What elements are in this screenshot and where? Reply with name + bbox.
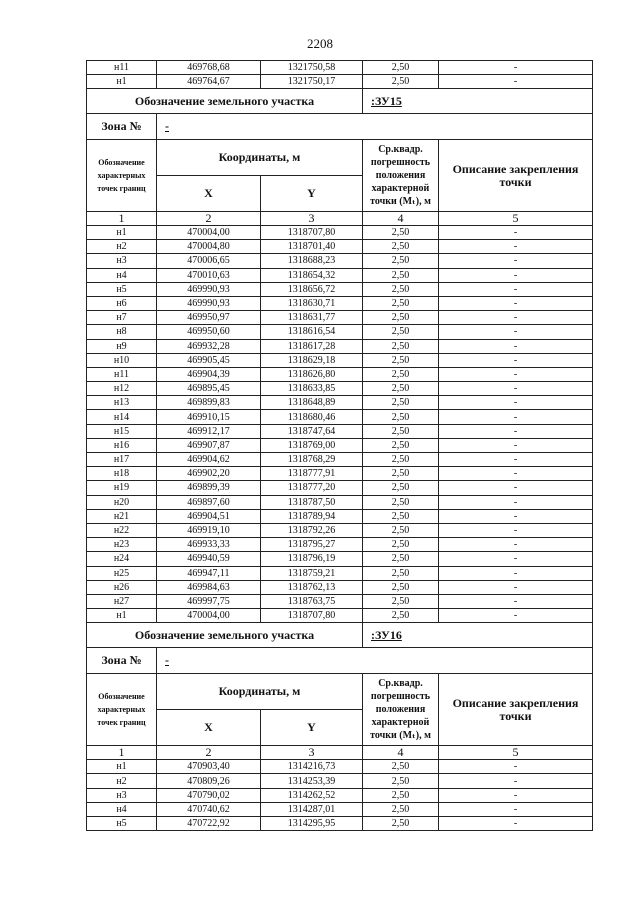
parcel-title-row (87, 623, 593, 648)
x-coordinate-cell: 470903,40 (157, 760, 261, 774)
point-name-cell: н17 (87, 453, 157, 467)
table-row (87, 817, 593, 831)
table-row (87, 453, 593, 467)
coordinates-header: Координаты, м (157, 140, 363, 176)
error-header: Ср.квадр. погрешность положения характерной точки (Mₜ), м (363, 140, 439, 212)
description-cell: - (439, 538, 593, 552)
description-cell: - (439, 552, 593, 566)
description-cell: - (439, 580, 593, 594)
x-coordinate-cell: 469919,10 (157, 523, 261, 537)
column-number-cell: 4 (363, 212, 439, 226)
x-coordinate-cell: 469895,45 (157, 382, 261, 396)
point-name-cell: н16 (87, 438, 157, 452)
error-cell: 2,50 (363, 226, 439, 240)
error-cell: 2,50 (363, 339, 439, 353)
zone-value: - (157, 114, 593, 140)
table-row (87, 240, 593, 254)
description-cell: - (439, 296, 593, 310)
x-coordinate-cell: 469768,68 (157, 61, 261, 75)
y-header: Y (261, 176, 363, 212)
description-cell: - (439, 523, 593, 537)
point-name-cell: н26 (87, 580, 157, 594)
y-coordinate-cell: 1318768,29 (261, 453, 363, 467)
table-row (87, 802, 593, 816)
x-coordinate-cell: 469899,39 (157, 481, 261, 495)
zone-label: Зона № (87, 114, 157, 140)
description-cell: - (439, 75, 593, 89)
parcel-title-label: Обозначение земельного участка (87, 89, 363, 114)
point-name-cell: н14 (87, 410, 157, 424)
y-coordinate-cell: 1318707,80 (261, 609, 363, 623)
error-cell: 2,50 (363, 774, 439, 788)
error-cell: 2,50 (363, 61, 439, 75)
point-name-cell: н2 (87, 774, 157, 788)
x-coordinate-cell: 469950,97 (157, 311, 261, 325)
y-coordinate-cell: 1321750,58 (261, 61, 363, 75)
column-number-cell: 5 (439, 212, 593, 226)
x-coordinate-cell: 469950,60 (157, 325, 261, 339)
error-cell: 2,50 (363, 788, 439, 802)
table-row (87, 268, 593, 282)
y-coordinate-cell: 1318656,72 (261, 282, 363, 296)
point-name-cell: н13 (87, 396, 157, 410)
table-row (87, 424, 593, 438)
table-row (87, 594, 593, 608)
error-cell: 2,50 (363, 268, 439, 282)
error-cell: 2,50 (363, 609, 439, 623)
error-cell: 2,50 (363, 438, 439, 452)
point-name-cell: н21 (87, 509, 157, 523)
y-coordinate-cell: 1318777,20 (261, 481, 363, 495)
description-cell: - (439, 240, 593, 254)
parcel-title-label: Обозначение земельного участка (87, 623, 363, 648)
table-row (87, 481, 593, 495)
table-row (87, 353, 593, 367)
y-coordinate-cell: 1318617,28 (261, 339, 363, 353)
x-coordinate-cell: 469933,33 (157, 538, 261, 552)
column-number-cell: 1 (87, 746, 157, 760)
x-coordinate-cell: 469990,93 (157, 282, 261, 296)
error-cell: 2,50 (363, 367, 439, 381)
error-cell: 2,50 (363, 353, 439, 367)
table-row (87, 609, 593, 623)
point-name-cell: н5 (87, 817, 157, 831)
point-name-cell: н15 (87, 424, 157, 438)
description-cell: - (439, 481, 593, 495)
parcel-title-value: :ЗУ16 (363, 623, 593, 648)
description-cell: - (439, 453, 593, 467)
point-name-cell: н9 (87, 339, 157, 353)
x-coordinate-cell: 469940,59 (157, 552, 261, 566)
x-coordinate-cell: 469902,20 (157, 467, 261, 481)
table-row (87, 566, 593, 580)
description-header: Описание закрепления точки (439, 674, 593, 746)
table-row (87, 61, 593, 75)
table-row (87, 760, 593, 774)
x-coordinate-cell: 469910,15 (157, 410, 261, 424)
x-coordinate-cell: 470004,00 (157, 226, 261, 240)
column-number-cell: 5 (439, 746, 593, 760)
column-number-cell: 3 (261, 746, 363, 760)
x-coordinate-cell: 469897,60 (157, 495, 261, 509)
table-row (87, 367, 593, 381)
description-cell: - (439, 396, 593, 410)
y-coordinate-cell: 1314253,39 (261, 774, 363, 788)
error-cell: 2,50 (363, 467, 439, 481)
x-coordinate-cell: 469984,63 (157, 580, 261, 594)
x-coordinate-cell: 469899,83 (157, 396, 261, 410)
parcel-title-row (87, 89, 593, 114)
point-name-cell: н1 (87, 75, 157, 89)
point-name-cell: н11 (87, 61, 157, 75)
error-cell: 2,50 (363, 410, 439, 424)
y-coordinate-cell: 1314287,01 (261, 802, 363, 816)
table-row (87, 339, 593, 353)
point-name-cell: н18 (87, 467, 157, 481)
description-cell: - (439, 566, 593, 580)
point-name-cell: н8 (87, 325, 157, 339)
zone-label: Зона № (87, 648, 157, 674)
error-cell: 2,50 (363, 75, 439, 89)
y-coordinate-cell: 1318648,89 (261, 396, 363, 410)
x-coordinate-cell: 470006,65 (157, 254, 261, 268)
point-name-cell: н22 (87, 523, 157, 537)
x-coordinate-cell: 470010,63 (157, 268, 261, 282)
error-cell: 2,50 (363, 296, 439, 310)
description-cell: - (439, 802, 593, 816)
coordinates-table (86, 60, 593, 831)
x-coordinate-cell: 469764,67 (157, 75, 261, 89)
zone-row (87, 648, 593, 674)
point-name-cell: н25 (87, 566, 157, 580)
description-cell: - (439, 226, 593, 240)
y-coordinate-cell: 1314262,52 (261, 788, 363, 802)
table-row (87, 254, 593, 268)
x-coordinate-cell: 469904,62 (157, 453, 261, 467)
error-cell: 2,50 (363, 495, 439, 509)
error-cell: 2,50 (363, 594, 439, 608)
description-cell: - (439, 438, 593, 452)
table-row (87, 311, 593, 325)
table-row (87, 580, 593, 594)
table-row (87, 226, 593, 240)
error-cell: 2,50 (363, 282, 439, 296)
y-coordinate-cell: 1318796,19 (261, 552, 363, 566)
point-name-cell: н12 (87, 382, 157, 396)
column-number-row (87, 746, 593, 760)
error-cell: 2,50 (363, 538, 439, 552)
point-designation-header: Обозначение характерных точек границ (87, 674, 157, 746)
error-cell: 2,50 (363, 254, 439, 268)
x-coordinate-cell: 469907,87 (157, 438, 261, 452)
description-cell: - (439, 424, 593, 438)
header-row (87, 674, 593, 710)
table-row (87, 523, 593, 537)
y-coordinate-cell: 1318688,23 (261, 254, 363, 268)
y-coordinate-cell: 1318633,85 (261, 382, 363, 396)
point-name-cell: н1 (87, 226, 157, 240)
point-name-cell: н4 (87, 268, 157, 282)
error-cell: 2,50 (363, 802, 439, 816)
error-cell: 2,50 (363, 509, 439, 523)
x-header: X (157, 710, 261, 746)
description-cell: - (439, 325, 593, 339)
description-cell: - (439, 760, 593, 774)
description-cell: - (439, 353, 593, 367)
description-cell: - (439, 609, 593, 623)
column-number-cell: 2 (157, 746, 261, 760)
table-row (87, 438, 593, 452)
y-coordinate-cell: 1318747,64 (261, 424, 363, 438)
point-name-cell: н10 (87, 353, 157, 367)
y-coordinate-cell: 1314216,73 (261, 760, 363, 774)
y-coordinate-cell: 1318626,80 (261, 367, 363, 381)
point-name-cell: н11 (87, 367, 157, 381)
description-cell: - (439, 774, 593, 788)
y-coordinate-cell: 1318680,46 (261, 410, 363, 424)
header-row (87, 140, 593, 176)
x-coordinate-cell: 469997,75 (157, 594, 261, 608)
y-coordinate-cell: 1318630,71 (261, 296, 363, 310)
point-name-cell: н5 (87, 282, 157, 296)
parcel-title-value: :ЗУ15 (363, 89, 593, 114)
table-row (87, 774, 593, 788)
x-coordinate-cell: 469932,28 (157, 339, 261, 353)
y-header: Y (261, 710, 363, 746)
point-name-cell: н1 (87, 609, 157, 623)
error-cell: 2,50 (363, 566, 439, 580)
description-cell: - (439, 467, 593, 481)
x-header: X (157, 176, 261, 212)
table-row (87, 296, 593, 310)
column-number-cell: 3 (261, 212, 363, 226)
table-row (87, 788, 593, 802)
error-cell: 2,50 (363, 240, 439, 254)
y-coordinate-cell: 1318762,13 (261, 580, 363, 594)
error-header: Ср.квадр. погрешность положения характерной точки (Mₜ), м (363, 674, 439, 746)
point-name-cell: н2 (87, 240, 157, 254)
y-coordinate-cell: 1318629,18 (261, 353, 363, 367)
column-number-cell: 2 (157, 212, 261, 226)
error-cell: 2,50 (363, 382, 439, 396)
column-number-cell: 4 (363, 746, 439, 760)
description-header: Описание закрепления точки (439, 140, 593, 212)
description-cell: - (439, 410, 593, 424)
x-coordinate-cell: 469912,17 (157, 424, 261, 438)
error-cell: 2,50 (363, 481, 439, 495)
description-cell: - (439, 311, 593, 325)
point-name-cell: н3 (87, 254, 157, 268)
y-coordinate-cell: 1318777,91 (261, 467, 363, 481)
description-cell: - (439, 268, 593, 282)
description-cell: - (439, 382, 593, 396)
page-number: 2208 (307, 36, 333, 51)
y-coordinate-cell: 1318789,94 (261, 509, 363, 523)
table-row (87, 75, 593, 89)
description-cell: - (439, 509, 593, 523)
point-name-cell: н20 (87, 495, 157, 509)
table-row (87, 538, 593, 552)
point-name-cell: н3 (87, 788, 157, 802)
y-coordinate-cell: 1318763,75 (261, 594, 363, 608)
table-row (87, 467, 593, 481)
table-row (87, 396, 593, 410)
point-name-cell: н1 (87, 760, 157, 774)
error-cell: 2,50 (363, 552, 439, 566)
error-cell: 2,50 (363, 817, 439, 831)
table-row (87, 509, 593, 523)
table-row (87, 552, 593, 566)
x-coordinate-cell: 470722,92 (157, 817, 261, 831)
description-cell: - (439, 788, 593, 802)
x-coordinate-cell: 469904,51 (157, 509, 261, 523)
column-number-cell: 1 (87, 212, 157, 226)
error-cell: 2,50 (363, 311, 439, 325)
column-number-row (87, 212, 593, 226)
x-coordinate-cell: 470004,80 (157, 240, 261, 254)
table-row (87, 325, 593, 339)
error-cell: 2,50 (363, 580, 439, 594)
y-coordinate-cell: 1318769,00 (261, 438, 363, 452)
description-cell: - (439, 61, 593, 75)
description-cell: - (439, 254, 593, 268)
description-cell: - (439, 339, 593, 353)
error-cell: 2,50 (363, 396, 439, 410)
point-name-cell: н23 (87, 538, 157, 552)
point-name-cell: н24 (87, 552, 157, 566)
x-coordinate-cell: 470740,62 (157, 802, 261, 816)
point-name-cell: н6 (87, 296, 157, 310)
x-coordinate-cell: 470809,26 (157, 774, 261, 788)
table-row (87, 495, 593, 509)
zone-value: - (157, 648, 593, 674)
point-designation-header: Обозначение характерных точек границ (87, 140, 157, 212)
x-coordinate-cell: 470004,00 (157, 609, 261, 623)
description-cell: - (439, 495, 593, 509)
y-coordinate-cell: 1318701,40 (261, 240, 363, 254)
description-cell: - (439, 367, 593, 381)
x-coordinate-cell: 469990,93 (157, 296, 261, 310)
error-cell: 2,50 (363, 453, 439, 467)
error-cell: 2,50 (363, 325, 439, 339)
y-coordinate-cell: 1318759,21 (261, 566, 363, 580)
zone-row (87, 114, 593, 140)
point-name-cell: н27 (87, 594, 157, 608)
y-coordinate-cell: 1318631,77 (261, 311, 363, 325)
y-coordinate-cell: 1318787,50 (261, 495, 363, 509)
x-coordinate-cell: 469947,11 (157, 566, 261, 580)
x-coordinate-cell: 469905,45 (157, 353, 261, 367)
y-coordinate-cell: 1318707,80 (261, 226, 363, 240)
description-cell: - (439, 817, 593, 831)
y-coordinate-cell: 1318795,27 (261, 538, 363, 552)
table-row (87, 410, 593, 424)
x-coordinate-cell: 469904,39 (157, 367, 261, 381)
y-coordinate-cell: 1314295,95 (261, 817, 363, 831)
coordinates-header: Координаты, м (157, 674, 363, 710)
y-coordinate-cell: 1321750,17 (261, 75, 363, 89)
point-name-cell: н4 (87, 802, 157, 816)
point-name-cell: н7 (87, 311, 157, 325)
y-coordinate-cell: 1318616,54 (261, 325, 363, 339)
description-cell: - (439, 282, 593, 296)
description-cell: - (439, 594, 593, 608)
table-row (87, 382, 593, 396)
y-coordinate-cell: 1318654,32 (261, 268, 363, 282)
x-coordinate-cell: 470790,02 (157, 788, 261, 802)
error-cell: 2,50 (363, 523, 439, 537)
table-row (87, 282, 593, 296)
error-cell: 2,50 (363, 424, 439, 438)
error-cell: 2,50 (363, 760, 439, 774)
y-coordinate-cell: 1318792,26 (261, 523, 363, 537)
point-name-cell: н19 (87, 481, 157, 495)
